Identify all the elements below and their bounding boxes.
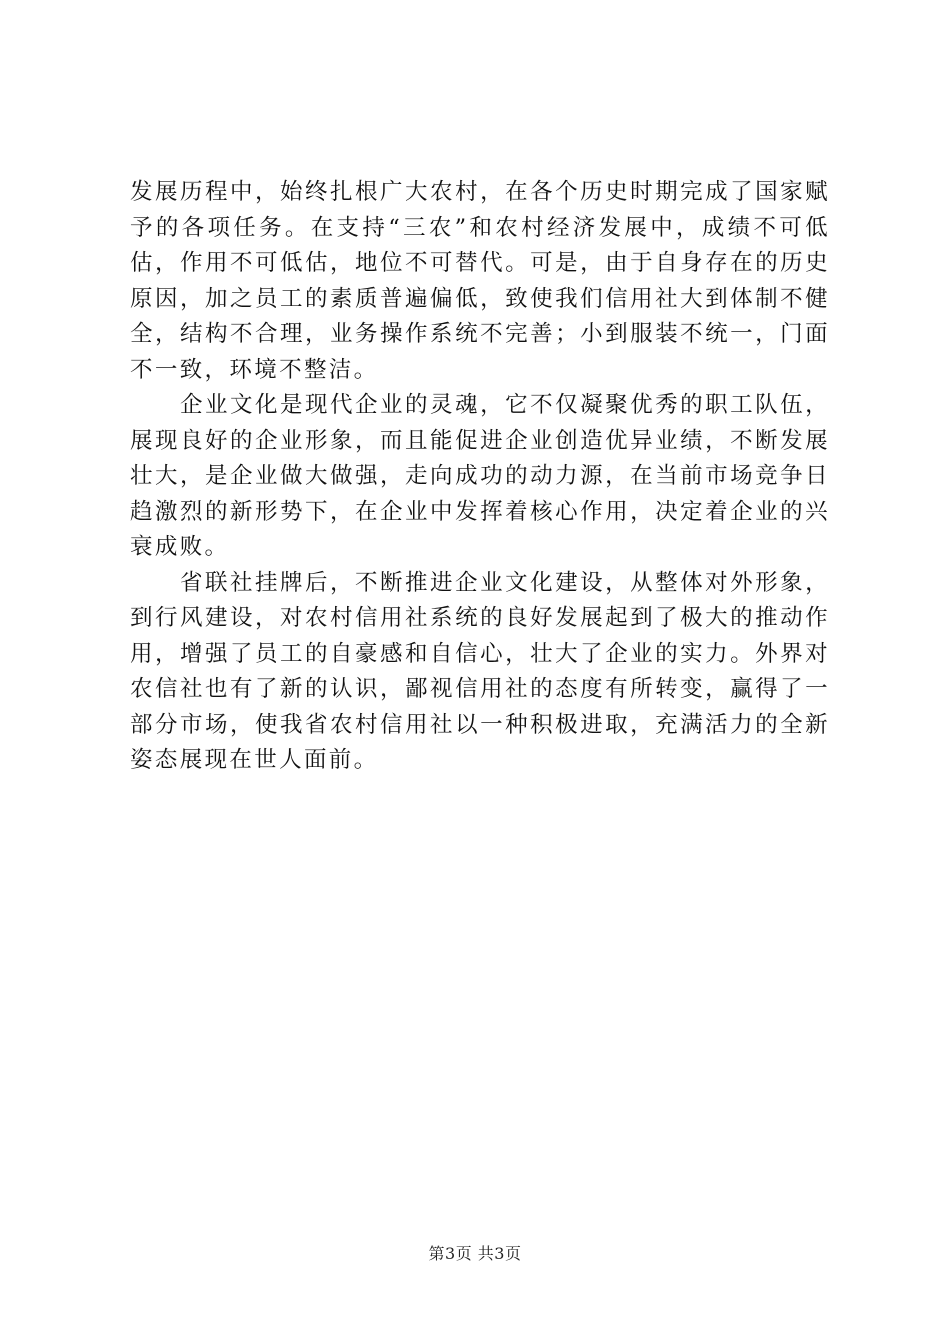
page-number-label: 第3页 共3页 [428, 1244, 522, 1263]
document-body [130, 175, 830, 779]
paragraph-2: 企业文化是现代企业的灵魂，它不仅凝聚优秀的职工队伍，展现良好的企业形象，而且能促进企业创造优异业绩，不断发展壮大，是企业做大做强，走向成功的动力源，在当前市场竞争日趋激烈的新形势下，在企业中发挥着核心作用，决定着企业的兴衰成败。 [130, 392, 830, 560]
paragraph-3: 省联社挂牌后，不断推进企业文化建设，从整体对外形象，到行风建设，对农村信用社系统的良好发展起到了极大的推动作用，增强了员工的自豪感和自信心，壮大了企业的实力。外界对农信社也有了新的认识，鄙视信用社的态度有所转变，赢得了一部分市场，使我省农村信用社以一种积极进取，充满活力的全新姿态展现在世人面前。 [130, 569, 830, 773]
page-footer [0, 1244, 950, 1264]
paragraph-1: 发展历程中，始终扎根广大农村，在各个历史时期完成了国家赋予的各项任务。在支持“三农”和农村经济发展中，成绩不可低估，作用不可低估，地位不可替代。可是，由于自身存在的历史原因，加之员工的素质普遍偏低，致使我们信用社大到体制不健全，结构不合理，业务操作系统不完善；小到服装不统一，门面不一致，环境不整洁。 [130, 179, 830, 383]
